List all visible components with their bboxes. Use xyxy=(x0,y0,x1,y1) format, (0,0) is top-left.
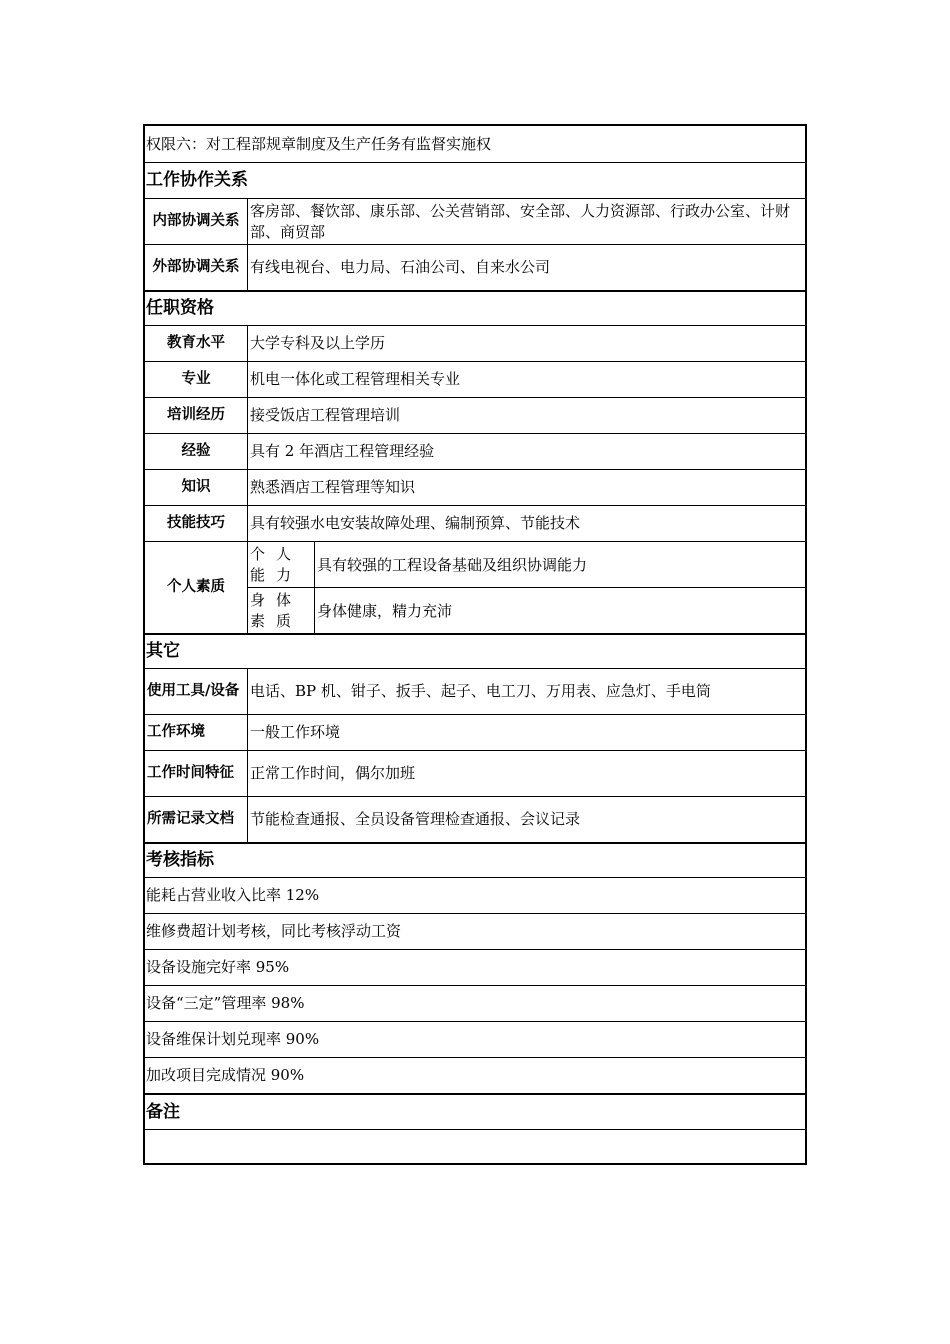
work-environment-row xyxy=(145,714,805,750)
field-value: 正常工作时间，偶尔加班 xyxy=(250,764,416,782)
training-row xyxy=(145,397,805,433)
personal-ability-row xyxy=(248,542,805,587)
kpi-item: 设备维保计划兑现率 90% xyxy=(146,1030,320,1048)
section-title: 任职资格 xyxy=(146,298,214,318)
kpi-row xyxy=(145,949,805,985)
field-label: 内部协调关系 xyxy=(145,199,248,244)
kpi-row xyxy=(145,1021,805,1057)
section-title: 备注 xyxy=(146,1101,180,1122)
notes-value xyxy=(145,1130,805,1163)
qualifications-section-header xyxy=(145,290,805,325)
section-title: 考核指标 xyxy=(146,850,214,870)
field-label: 工作时间特征 xyxy=(145,751,248,796)
skills-row xyxy=(145,505,805,541)
notes-section-header xyxy=(145,1093,805,1129)
field-label: 知识 xyxy=(145,470,248,505)
records-row xyxy=(145,796,805,842)
sub-value: 具有较强的工程设备基础及组织协调能力 xyxy=(317,556,588,574)
field-label: 技能技巧 xyxy=(145,506,248,541)
field-label: 培训经历 xyxy=(145,398,248,433)
cooperation-section-header xyxy=(145,162,805,198)
kpi-item: 设备“三定”管理率 98% xyxy=(146,994,305,1012)
field-label: 外部协调关系 xyxy=(145,245,248,290)
field-label: 所需记录文档 xyxy=(145,797,248,842)
section-title: 工作协作关系 xyxy=(146,170,248,190)
field-value: 熟悉酒店工程管理等知识 xyxy=(250,478,416,496)
field-value: 接受饭店工程管理培训 xyxy=(250,406,401,424)
field-value: 一般工作环境 xyxy=(250,723,341,741)
field-value: 具有较强水电安装故障处理、编制预算、节能技术 xyxy=(250,514,581,532)
kpi-row xyxy=(145,877,805,913)
kpi-row xyxy=(145,913,805,949)
sub-label: 个人能力 xyxy=(248,542,315,587)
field-value: 大学专科及以上学历 xyxy=(250,334,386,352)
sub-value: 身体健康，精力充沛 xyxy=(317,602,453,620)
other-section-header xyxy=(145,633,805,668)
field-value: 客房部、餐饮部、康乐部、公关营销部、安全部、人力资源部、行政办公室、计财部、商贸部 xyxy=(250,201,791,241)
kpi-item: 维修费超计划考核，同比考核浮动工资 xyxy=(146,922,402,940)
personal-quality-row xyxy=(145,541,805,633)
internal-coordination-row xyxy=(145,198,805,244)
job-description-table xyxy=(143,124,807,1165)
field-label: 个人素质 xyxy=(145,542,248,633)
kpi-row xyxy=(145,1057,805,1093)
experience-row xyxy=(145,433,805,469)
major-row xyxy=(145,361,805,397)
kpi-item: 设备设施完好率 95% xyxy=(146,958,290,976)
education-row xyxy=(145,325,805,361)
work-time-row xyxy=(145,750,805,796)
field-label: 工作环境 xyxy=(145,715,248,750)
field-label: 专业 xyxy=(145,362,248,397)
sub-label: 身体素质 xyxy=(248,588,315,633)
knowledge-row xyxy=(145,469,805,505)
physical-quality-row xyxy=(248,587,805,633)
personal-quality-subtable xyxy=(248,542,805,633)
field-value: 节能检查通报、全员设备管理检查通报、会议记录 xyxy=(250,810,581,828)
field-value: 有线电视台、电力局、石油公司、自来水公司 xyxy=(250,258,551,276)
authority-row xyxy=(145,126,805,162)
external-coordination-row xyxy=(145,244,805,290)
kpi-item: 能耗占营业收入比率 12% xyxy=(146,886,320,904)
field-label: 经验 xyxy=(145,434,248,469)
field-value: 机电一体化或工程管理相关专业 xyxy=(250,370,461,388)
field-value: 具有 2 年酒店工程管理经验 xyxy=(250,442,435,460)
field-label: 使用工具/设备 xyxy=(145,669,248,714)
section-title: 其它 xyxy=(146,641,180,661)
field-value: 电话、BP 机、钳子、扳手、起子、电工刀、万用表、应急灯、手电筒 xyxy=(250,682,711,700)
authority-text: 权限六：对工程部规章制度及生产任务有监督实施权 xyxy=(146,134,492,153)
kpi-row xyxy=(145,985,805,1021)
tools-row xyxy=(145,668,805,714)
notes-row xyxy=(145,1129,805,1163)
field-label: 教育水平 xyxy=(145,326,248,361)
kpi-item: 加改项目完成情况 90% xyxy=(146,1066,305,1084)
kpi-section-header xyxy=(145,842,805,877)
